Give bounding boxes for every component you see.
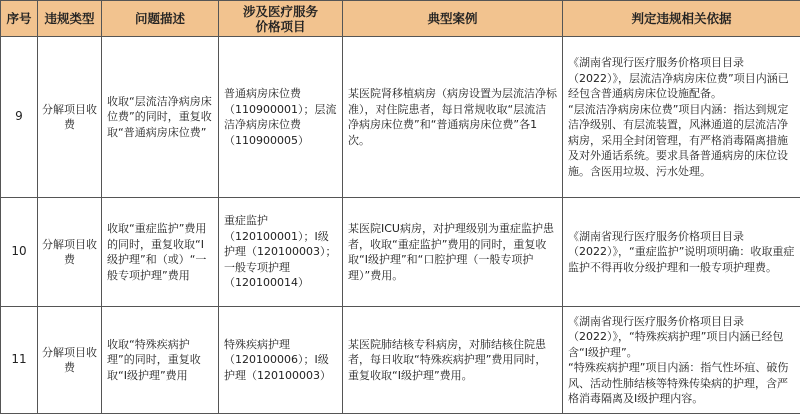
row-desc: 收取“重症监护”费用的同时，重复收取“Ⅰ级护理”和（或）“一般专项护理”费用 [102,198,219,307]
row-seq: 9 [1,37,38,198]
table-row [1,37,800,198]
header-case: 典型案例 [343,1,563,37]
basis-paragraph: “特殊疾病护理”项目内涵：指气性坏疽、破伤风、活动性肺结核等特殊传染病的护理，含严格消毒隔离及Ⅰ级护理内容。 [568,360,795,407]
row-type: 分解项目收费 [38,307,102,414]
row-type: 分解项目收费 [38,37,102,198]
row-type: 分解项目收费 [38,198,102,307]
row-basis [563,307,800,414]
table-row [1,307,800,414]
header-item: 涉及医疗服务 价格项目 [219,1,343,37]
row-item: 特殊疾病护理（120100006）；Ⅰ级护理（120100003） [219,307,343,414]
table-header-row [1,1,800,37]
row-seq: 10 [1,198,38,307]
table-row [1,198,800,307]
row-basis [563,37,800,198]
row-basis [563,198,800,307]
row-case: 某医院ICU病房，对护理级别为重症监护患者，收取“重症监护”费用的同时，重复收取“Ⅰ级护理”和“口腔护理（一般专项护理）”费用。 [343,198,563,307]
basis-paragraph: 《湖南省现行医疗服务价格项目目录（2022）》，“特殊疾病护理”项目内涵已经包含“Ⅰ级护理”。 [568,314,795,361]
row-case: 某医院肾移植病房（病房设置为层流洁净标准），对住院患者，每日常规收取“层流洁净病房床位费”和“普通病房床位费”各1次。 [343,37,563,198]
row-case: 某医院肺结核专科病房，对肺结核住院患者，每日收取“特殊疾病护理”费用同时，重复收取“Ⅰ级护理”费用。 [343,307,563,414]
header-desc: 问题描述 [102,1,219,37]
basis-paragraph: 《湖南省现行医疗服务价格项目目录（2022）》，“重症监护”说明项明确：收取重症监护不得再收分级护理和一般专项护理费。 [568,229,795,276]
row-item: 重症监护（120100001）；Ⅰ级护理（120100003）；一般专项护理（120100014） [219,198,343,307]
row-desc: 收取“层流洁净病房床位费”的同时，重复收取“普通病房床位费” [102,37,219,198]
row-seq: 11 [1,307,38,414]
basis-paragraph: “层流洁净病房床位费”项目内涵：指达到规定洁净级别、有层流装置，风淋通道的层流洁净病房，采用全封闭管理，有严格消毒隔离措施及对外通话系统。要求具备普通病房的床位设施。含医用垃圾、污水处理。 [568,102,795,180]
basis-paragraph: 《湖南省现行医疗服务价格项目目录（2022）》，层流洁净病房床位费”项目内涵已经包含普通病房床位设施配备。 [568,55,795,102]
header-seq: 序号 [1,1,38,37]
row-item: 普通病房床位费（110900001）；层流洁净病房床位费（110900005） [219,37,343,198]
header-type: 违规类型 [38,1,102,37]
header-basis: 判定违规相关依据 [563,1,800,37]
row-desc: 收取“特殊疾病护理”的同时，重复收取“Ⅰ级护理”费用 [102,307,219,414]
